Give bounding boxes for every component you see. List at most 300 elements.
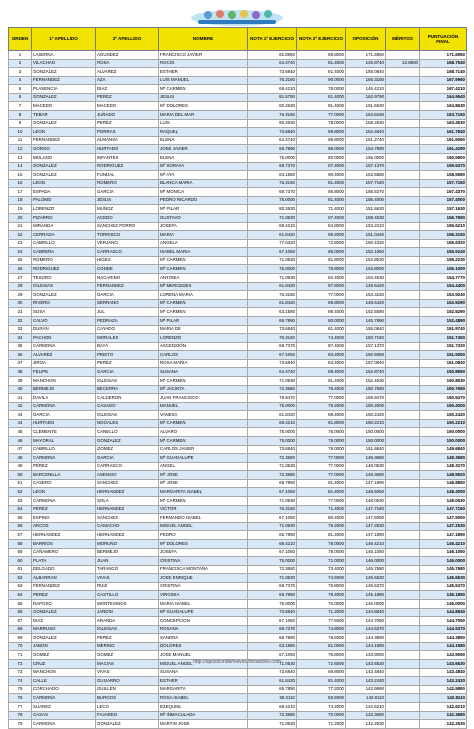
cell-apellido-2: JUL [96, 308, 159, 317]
cell-apellido-1: CABRILLO [32, 445, 96, 454]
cell-orden: 53 [9, 497, 32, 506]
cell-apellido-2: IGLESIAS [96, 411, 159, 420]
cell-puntuacion-final: 167.9960 [420, 76, 467, 85]
cell-orden: 16 [9, 179, 32, 188]
cell-puntuacion-final: 148.8850 [420, 479, 467, 488]
cell-puntuacion-final: 145.1890 [420, 591, 467, 600]
cell-apellido-2: PEREZ [96, 93, 159, 102]
cell-orden: 78 [9, 711, 32, 720]
cell-nota-2: 87.4000 [297, 162, 346, 171]
cell-nombre: MARTIN JOSE [159, 720, 248, 729]
cell-nota-1: 65.7890 [248, 634, 297, 643]
cell-puntuacion-final: 144.5370 [420, 625, 467, 634]
cell-oposicion: 153.4530 [346, 274, 386, 283]
cell-meritos [386, 274, 420, 283]
cell-nombre: JOSE MANUEL [159, 651, 248, 660]
cell-nota-1: 65.7890 [248, 685, 297, 694]
cell-oposicion: 144.8840 [346, 608, 386, 617]
cell-apellido-2: PRIETO [96, 351, 159, 360]
cell-apellido-1: IGLESIAS [32, 282, 96, 291]
cell-meritos [386, 522, 420, 531]
cell-meritos [386, 454, 420, 463]
cell-puntuacion-final: 164.8630 [420, 102, 467, 111]
cell-apellido-2: HIGES [96, 256, 159, 265]
cell-puntuacion-final: 158.5580 [420, 171, 467, 180]
cell-nota-1: 71.0530 [248, 574, 297, 583]
cell-nombre: DOLORES [159, 642, 248, 651]
cell-apellido-1: PLASENCIA [32, 85, 96, 94]
cell-puntuacion-final: 150.7680 [420, 385, 467, 394]
cell-puntuacion-final: 144.8840 [420, 608, 467, 617]
cell-nota-1: 72.3680 [248, 565, 297, 574]
cell-meritos [386, 531, 420, 540]
cell-nota-1: 61.8420 [248, 677, 297, 686]
cell-meritos [386, 291, 420, 300]
cell-nombre: GUSTAVO [159, 213, 248, 222]
cell-nota-2: 83.4000 [297, 351, 346, 360]
cell-oposicion: 152.1050 [346, 248, 386, 257]
cell-puntuacion-final: 145.5370 [420, 582, 467, 591]
column-header-nombre: NOMBRE [159, 28, 248, 51]
cell-puntuacion-final: 142.8110 [420, 694, 467, 703]
cell-meritos: 22.8800 [386, 59, 420, 68]
cell-apellido-2: AZA [96, 76, 159, 85]
cell-meritos [386, 402, 420, 411]
cell-nota-1: 75.0000 [248, 196, 297, 205]
cell-nota-2: 81.4000 [297, 102, 346, 111]
cell-nota-2: 76.8000 [297, 651, 346, 660]
cell-puntuacion-final: 150.4000 [420, 402, 467, 411]
cell-nota-2: 80.0000 [297, 153, 346, 162]
cell-apellido-1: CARMONA [32, 402, 96, 411]
cell-apellido-1: GOMEZ [32, 651, 96, 660]
cell-orden: 1 [9, 51, 32, 60]
cell-nota-2: 81.4000 [297, 376, 346, 385]
cell-nombre: ELENA [159, 153, 248, 162]
cell-nota-2: 81.4000 [297, 68, 346, 77]
cell-meritos [386, 93, 420, 102]
cell-oposicion: 155.0000 [346, 153, 386, 162]
cell-nombre: LUIS [159, 119, 248, 128]
cell-apellido-1: ALVAREZ [32, 351, 96, 360]
table-row [9, 702, 467, 711]
table-row [9, 385, 467, 394]
cell-puntuacion-final: 157.7160 [420, 179, 467, 188]
cell-nombre: MARGARITA ISABEL [159, 488, 248, 497]
cell-orden: 51 [9, 479, 32, 488]
cell-apellido-2: SANCHEZ [96, 514, 159, 523]
cell-nota-2: 75.8000 [297, 582, 346, 591]
cell-apellido-1: CABRERA [32, 248, 96, 257]
cell-nota-2: 74.6000 [297, 574, 346, 583]
cell-meritos [386, 394, 420, 403]
cell-nota-2: 69.8000 [297, 668, 346, 677]
cell-oposicion: 157.1370 [346, 342, 386, 351]
cell-nota-1: 71.0530 [248, 213, 297, 222]
cell-apellido-1: ALBARRAN [32, 574, 96, 583]
cell-meritos [386, 445, 420, 454]
column-header-orden: ORDEN [9, 28, 32, 51]
cell-nota-2: 85.0000 [297, 248, 346, 257]
cell-nota-2: 78.0000 [297, 539, 346, 548]
cell-apellido-2: CAMACHO [96, 522, 159, 531]
table-row [9, 488, 467, 497]
cell-apellido-1: MARRUSO [32, 625, 96, 634]
cell-nombre: Mª MONICA [159, 188, 248, 197]
cell-oposicion: 145.8740 [346, 59, 386, 68]
table-row [9, 342, 467, 351]
cell-nombre: Mª INMACULADA [159, 711, 248, 720]
cell-nombre: ELENA [159, 136, 248, 145]
cell-nota-1: 69.7370 [248, 625, 297, 634]
table-row [9, 531, 467, 540]
cell-apellido-1: FERNANDEZ [32, 582, 96, 591]
cell-meritos [386, 505, 420, 514]
cell-nota-1: 73.6840 [248, 128, 297, 137]
cell-meritos [386, 497, 420, 506]
cell-orden: 47 [9, 445, 32, 454]
cell-oposicion: 150.5050 [346, 351, 386, 360]
cell-oposicion: 155.9470 [346, 394, 386, 403]
cell-nombre: MIGUEL ANGEL [159, 660, 248, 669]
cell-apellido-1: BERMEJO [32, 385, 96, 394]
cell-orden: 77 [9, 702, 32, 711]
cell-orden: 72 [9, 660, 32, 669]
cell-apellido-2: FERNANDEZ [96, 282, 159, 291]
cell-orden: 25 [9, 256, 32, 265]
cell-oposicion: 149.3680 [346, 454, 386, 463]
cell-apellido-1: FERNANDEZ [32, 136, 96, 145]
table-row [9, 239, 467, 248]
cell-orden: 14 [9, 162, 32, 171]
cell-apellido-2: GOMEZ [96, 445, 159, 454]
cell-orden: 46 [9, 437, 32, 446]
cell-nombre: MARIA DE [159, 325, 248, 334]
cell-meritos [386, 205, 420, 214]
cell-nota-1: 67.1050 [248, 351, 297, 360]
cell-orden: 13 [9, 153, 32, 162]
cell-nota-1: 73.6840 [248, 359, 297, 368]
cell-puntuacion-final: 144.1580 [420, 642, 467, 651]
cell-apellido-2: PEREZ [96, 359, 159, 368]
cell-nombre: JESUS [159, 93, 248, 102]
cell-puntuacion-final: 157.4370 [420, 188, 467, 197]
cell-nombre: Mª CARMEN [159, 437, 248, 446]
cell-orden: 3 [9, 68, 32, 77]
cell-oposicion: 142.8110 [346, 694, 386, 703]
cell-apellido-2: VIVAS [96, 668, 159, 677]
cell-apellido-1: CERRADA [32, 231, 96, 240]
cell-orden: 32 [9, 316, 32, 325]
cell-apellido-1: DAVILA [32, 394, 96, 403]
cell-nombre: MARIA DEL MAR [159, 111, 248, 120]
cell-puntuacion-final: 152.5290 [420, 308, 467, 317]
cell-oposicion: 151.6840 [346, 445, 386, 454]
cell-nombre: FERNANDO ISABEL [159, 514, 248, 523]
cell-nota-2: 71.4000 [297, 205, 346, 214]
cell-nota-1: 65.7890 [248, 479, 297, 488]
table-row [9, 334, 467, 343]
cell-puntuacion-final: 156.6210 [420, 222, 467, 231]
cell-oposicion: 142.3680 [346, 711, 386, 720]
cell-nombre: BLANCA MARIA [159, 179, 248, 188]
cell-nota-2: 78.0000 [297, 85, 346, 94]
cell-apellido-2: PEREZ [96, 119, 159, 128]
cell-orden: 29 [9, 291, 32, 300]
cell-nota-2: 71.0000 [297, 557, 346, 566]
cell-apellido-2: VERJANO [96, 239, 159, 248]
cell-oposicion: 150.4320 [346, 239, 386, 248]
cell-nombre: MIGUEL ANGEL [159, 522, 248, 531]
cell-apellido-2: CANELLO [96, 428, 159, 437]
cell-meritos [386, 239, 420, 248]
cell-oposicion: 150.0000 [346, 428, 386, 437]
cell-nota-1: 63.1580 [248, 308, 297, 317]
cell-meritos [386, 600, 420, 609]
cell-nombre: JOSE JAVIER [159, 145, 248, 154]
cell-nombre: PEDRO RICARDO [159, 196, 248, 205]
table-row [9, 582, 467, 591]
cell-apellido-2: VIVAS [96, 574, 159, 583]
table-row [9, 68, 467, 77]
cell-oposicion: 147.2530 [346, 522, 386, 531]
cell-oposicion: 155.0840 [346, 68, 386, 77]
cell-oposicion: 142.2530 [346, 720, 386, 729]
cell-orden: 6 [9, 93, 32, 102]
cell-oposicion: 157.0840 [346, 359, 386, 368]
cell-nombre: ESTHER [159, 677, 248, 686]
cell-apellido-1: PLATA [32, 557, 96, 566]
cell-orden: 76 [9, 694, 32, 703]
cell-meritos [386, 359, 420, 368]
cell-nota-2: 78.4000 [297, 385, 346, 394]
cell-meritos [386, 128, 420, 137]
cell-orden: 21 [9, 222, 32, 231]
cell-orden: 50 [9, 471, 32, 480]
cell-meritos [386, 111, 420, 120]
cell-apellido-2: HERNANDEZ [96, 505, 159, 514]
cell-nota-1: 75.0000 [248, 557, 297, 566]
table-row [9, 497, 467, 506]
cell-nota-2: 73.4000 [297, 565, 346, 574]
cell-oposicion: 153.2210 [346, 222, 386, 231]
cell-apellido-1: GONZALEZ [32, 634, 96, 643]
cell-nombre: ANGELA [159, 239, 248, 248]
cell-nota-2: 70.0000 [297, 600, 346, 609]
table-row [9, 102, 467, 111]
cell-apellido-2: BURGOS [96, 694, 159, 703]
cell-orden: 36 [9, 351, 32, 360]
cell-nombre: LORENA MARIA [159, 291, 248, 300]
cell-apellido-2: MORUNO [96, 539, 159, 548]
table-row [9, 274, 467, 283]
cell-nombre: ROSA MARIA [159, 359, 248, 368]
cell-nombre: ROSA ISABEL [159, 694, 248, 703]
cell-nota-1: 69.7370 [248, 188, 297, 197]
cell-nota-1: 75.0000 [248, 402, 297, 411]
cell-apellido-1: GONZALEZ [32, 171, 96, 180]
cell-orden: 61 [9, 565, 32, 574]
cell-meritos [386, 248, 420, 257]
cell-nota-2: 81.8000 [297, 419, 346, 428]
cell-puntuacion-final: 152.4890 [420, 316, 467, 325]
cell-apellido-1: LEON [32, 488, 96, 497]
cell-meritos [386, 308, 420, 317]
cell-meritos [386, 428, 420, 437]
cell-nota-2: 76.2000 [297, 522, 346, 531]
cell-apellido-1: RAPOSO [32, 600, 96, 609]
table-row [9, 128, 467, 137]
cell-nota-1: 76.3160 [248, 334, 297, 343]
cell-puntuacion-final: 155.6320 [420, 239, 467, 248]
cell-meritos [386, 325, 420, 334]
cell-puntuacion-final: 150.5470 [420, 394, 467, 403]
cell-apellido-2: HERNANDEZ [96, 531, 159, 540]
cell-apellido-1: CARMONA [32, 497, 96, 506]
table-row [9, 119, 467, 128]
table-row [9, 196, 467, 205]
cell-apellido-1: PEREZ [32, 462, 96, 471]
cell-apellido-1: GONZALEZ [32, 93, 96, 102]
cell-apellido-2: HERNANDEZ [96, 488, 159, 497]
cell-nombre: Mª PILAR [159, 205, 248, 214]
header-logo [188, 5, 286, 27]
cell-nota-1: 75.0000 [248, 600, 297, 609]
cell-orden: 44 [9, 419, 32, 428]
cell-apellido-2: GARCIA [96, 188, 159, 197]
cell-meritos [386, 196, 420, 205]
column-header-meritos: MÉRITOS [386, 28, 420, 51]
cell-nota-1: 82.8950 [248, 51, 297, 60]
cell-puntuacion-final: 167.4210 [420, 85, 467, 94]
cell-puntuacion-final: 149.6840 [420, 445, 467, 454]
cell-meritos [386, 119, 420, 128]
cell-nombre: LORENZO [159, 334, 248, 343]
cell-puntuacion-final: 161.7840 [420, 128, 467, 137]
table-body [9, 51, 467, 729]
cell-orden: 38 [9, 368, 32, 377]
cell-oposicion: 146.4210 [346, 539, 386, 548]
cell-nombre: CRISTINA [159, 582, 248, 591]
cell-orden: 30 [9, 299, 32, 308]
cell-oposicion: 152.8740 [346, 368, 386, 377]
cell-meritos [386, 299, 420, 308]
cell-orden: 27 [9, 274, 32, 283]
cell-apellido-2: CALDERON [96, 394, 159, 403]
cell-nota-2: 81.4000 [297, 196, 346, 205]
cell-nombre: Mª CARMEN [159, 497, 248, 506]
cell-puntuacion-final: 143.6530 [420, 660, 467, 669]
cell-nombre: ROCIO [159, 59, 248, 68]
cell-meritos [386, 51, 420, 60]
cell-meritos [386, 368, 420, 377]
cell-nota-2: 75.0000 [297, 437, 346, 446]
cell-orden: 54 [9, 505, 32, 514]
table-row [9, 617, 467, 626]
table-row [9, 479, 467, 488]
cell-meritos [386, 548, 420, 557]
table-row [9, 411, 467, 420]
cell-nota-1: 75.0000 [248, 265, 297, 274]
cell-nota-2: 75.0000 [297, 428, 346, 437]
cell-oposicion: 145.0000 [346, 600, 386, 609]
cell-orden: 4 [9, 76, 32, 85]
column-header-apellido-2: 2º APELLIDO [96, 28, 159, 51]
cell-apellido-2: FAJARDO [96, 711, 159, 720]
table-row [9, 59, 467, 68]
cell-puntuacion-final: 150.2210 [420, 419, 467, 428]
cell-nota-2: 81.0000 [297, 642, 346, 651]
cell-puntuacion-final: 163.7160 [420, 111, 467, 120]
cell-puntuacion-final: 164.9540 [420, 93, 467, 102]
cell-orden: 60 [9, 557, 32, 566]
cell-apellido-2: BERMEJO [96, 548, 159, 557]
cell-puntuacion-final: 150.8950 [420, 368, 467, 377]
cell-apellido-2: DIAZ [96, 85, 159, 94]
cell-nota-2: 90.4000 [297, 171, 346, 180]
cell-nota-1: 76.3160 [248, 179, 297, 188]
cell-meritos [386, 85, 420, 94]
cell-orden: 59 [9, 548, 32, 557]
table-row [9, 720, 467, 729]
cell-orden: 40 [9, 385, 32, 394]
table-row [9, 291, 467, 300]
cell-apellido-1: CASAS [32, 711, 96, 720]
table-row [9, 462, 467, 471]
cell-meritos [386, 625, 420, 634]
cell-apellido-1: SUAREZ [32, 702, 96, 711]
cell-orden: 67 [9, 617, 32, 626]
cell-nombre: Mª JOSE [159, 479, 248, 488]
cell-nombre: Mª CARMEN [159, 265, 248, 274]
cell-nombre: Mª CARMEN [159, 256, 248, 265]
cell-meritos [386, 694, 420, 703]
cell-apellido-2: JUAN [96, 557, 159, 566]
cell-apellido-2: ARANDA [96, 617, 159, 626]
cell-puntuacion-final: 148.0530 [420, 497, 467, 506]
table-row [9, 145, 467, 154]
cell-apellido-2: ACEDO [96, 213, 159, 222]
cell-orden: 56 [9, 522, 32, 531]
cell-oposicion: 142.9890 [346, 685, 386, 694]
cell-nombre: Mª PILAR [159, 316, 248, 325]
table-row [9, 179, 467, 188]
table-row [9, 359, 467, 368]
cell-oposicion: 156.5370 [346, 188, 386, 197]
cell-meritos [386, 582, 420, 591]
cell-nota-1: 80.2630 [248, 102, 297, 111]
cell-apellido-1: VILACHAO [32, 59, 96, 68]
cell-meritos [386, 711, 420, 720]
table-row [9, 231, 467, 240]
table-row [9, 711, 467, 720]
cell-apellido-2: JESUS [96, 196, 159, 205]
cell-nota-2: 88.8000 [297, 51, 346, 60]
cell-puntuacion-final: 156.7590 [420, 213, 467, 222]
table-row [9, 76, 467, 85]
cell-meritos [386, 342, 420, 351]
cell-nota-1: 71.0530 [248, 497, 297, 506]
table-row [9, 677, 467, 686]
cell-puntuacion-final: 154.7770 [420, 274, 467, 283]
cell-nota-2: 77.0000 [297, 497, 346, 506]
cell-meritos [386, 334, 420, 343]
cell-nombre: JUAN FRANCISCO [159, 394, 248, 403]
cell-apellido-2: IGLESIAS [96, 376, 159, 385]
cell-nota-2: 77.0000 [297, 454, 346, 463]
table-row [9, 419, 467, 428]
cell-nota-1: 68.4210 [248, 419, 297, 428]
